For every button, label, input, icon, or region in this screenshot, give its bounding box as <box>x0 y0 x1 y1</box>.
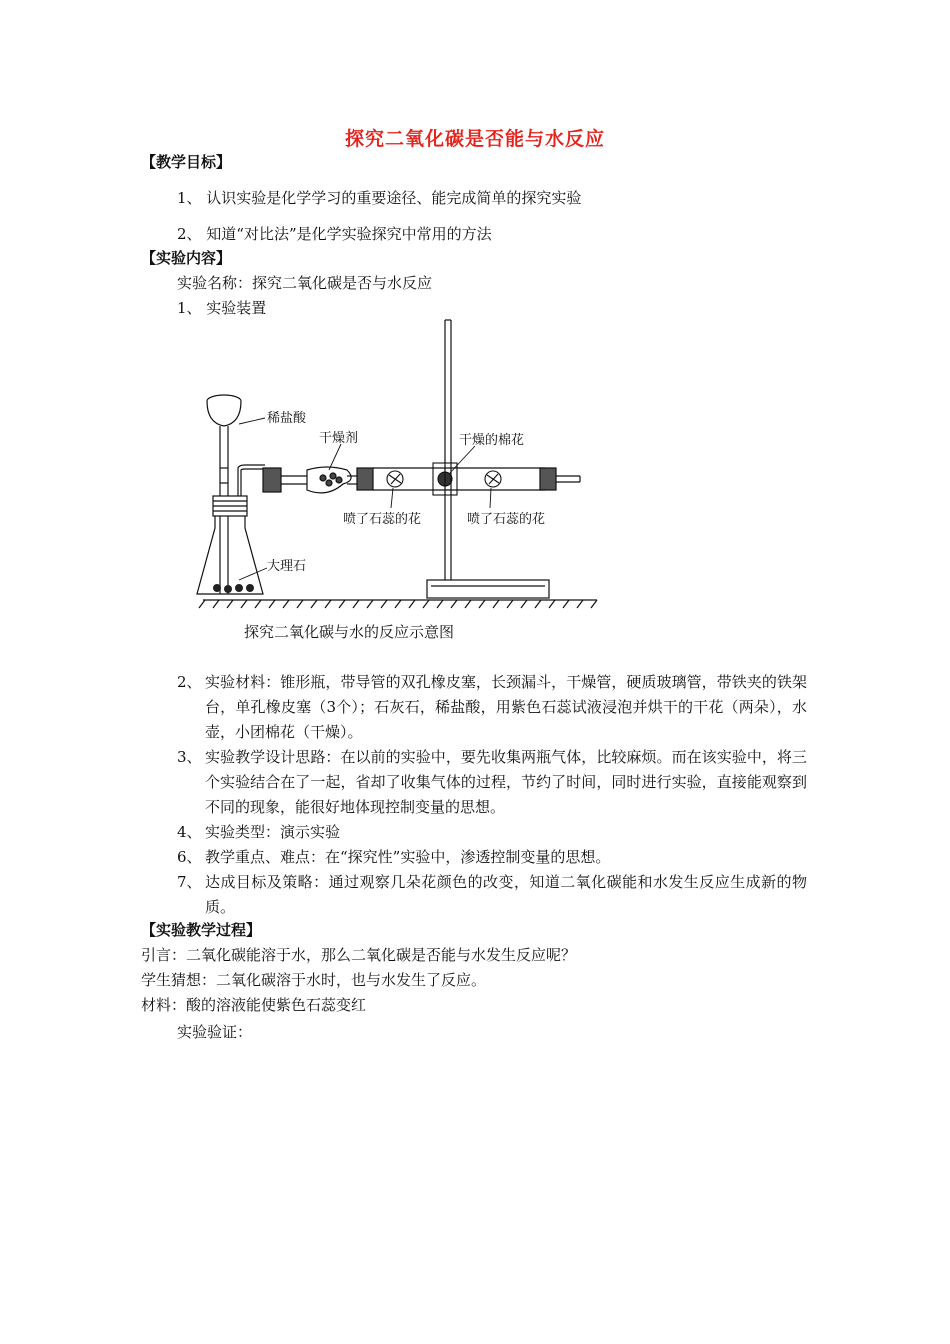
item-label: 4、 <box>177 823 202 841</box>
item-text: 实验教学设计思路：在以前的实验中，要先收集两瓶气体，比较麻烦。而在该实验中，将三个实验结合在了一起，省却了收集气体的过程，节约了时间，同时进行实验，直接能观察到不同的现象，能很好地体现控制变量的思想。 <box>205 748 807 816</box>
process-intro: 引言：二氧化碳能溶于水，那么二氧化碳是否能与水发生反应呢？ <box>141 946 577 964</box>
label-dry-cotton: 干燥的棉花 <box>459 433 525 448</box>
item-design <box>177 745 807 820</box>
goal-item-2: 2、 知道“对比法”是化学实验探究中常用的方法 <box>177 225 492 243</box>
item-text: 达成目标及策略：通过观察几朵花颜色的改变，知道二氧化碳能和水发生反应生成新的物质。 <box>205 873 807 916</box>
drying-tube-icon <box>263 467 373 493</box>
item-text: 实验材料：锥形瓶，带导管的双孔橡皮塞，长颈漏斗，干燥管，硬质玻璃管，带铁夹的铁架台，单孔橡皮塞（3个）；石灰石，稀盐酸，用紫色石蕊试液浸泡并烘干的干花（两朵），水壶，小团棉花（干燥）。 <box>205 673 807 741</box>
apparatus-diagram <box>195 318 605 616</box>
label-acid: 稀盐酸 <box>267 411 307 426</box>
page-title: 探究二氧化碳是否能与水反应 <box>344 128 605 150</box>
process-material: 材料：酸的溶液能使紫色石蕊变红 <box>141 996 367 1014</box>
glass-tube-icon <box>373 468 580 490</box>
process-heading: 【实验教学过程】 <box>141 921 262 939</box>
experiment-name: 实验名称：探究二氧化碳是否与水反应 <box>177 274 433 292</box>
conical-flask-icon <box>197 465 265 594</box>
label-desiccant: 干燥剂 <box>319 431 359 446</box>
item-focus <box>177 845 807 870</box>
apparatus-heading: 1、 实验装置 <box>177 299 267 317</box>
process-verify: 实验验证： <box>177 1023 253 1041</box>
long-neck-funnel-icon <box>207 395 241 594</box>
figure-caption: 探究二氧化碳与水的反应示意图 <box>244 623 455 641</box>
item-label: 7、 <box>177 873 202 891</box>
ground-line <box>199 600 597 608</box>
item-text: 教学重点、难点：在“探究性”实验中，渗透控制变量的思想。 <box>205 848 611 866</box>
goals-heading: 【教学目标】 <box>141 153 232 171</box>
iron-stand-icon <box>427 320 549 598</box>
goal-item-1: 1、 认识实验是化学学习的重要途径、能完成简单的探究实验 <box>177 189 582 207</box>
item-label: 2、 <box>177 673 202 691</box>
item-label: 3、 <box>177 748 202 766</box>
item-goal <box>177 870 807 920</box>
label-flower-left: 喷了石蕊的花 <box>343 512 422 527</box>
item-materials <box>177 670 807 745</box>
label-flower-right: 喷了石蕊的花 <box>467 512 546 527</box>
item-text: 实验类型：演示实验 <box>205 823 341 841</box>
content-heading: 【实验内容】 <box>141 249 232 267</box>
marble-icon <box>213 584 254 593</box>
process-guess: 学生猜想：二氧化碳溶于水时，也与水发生了反应。 <box>141 971 487 989</box>
item-type <box>177 820 807 845</box>
item-label: 6、 <box>177 848 202 866</box>
label-marble: 大理石 <box>267 559 307 574</box>
